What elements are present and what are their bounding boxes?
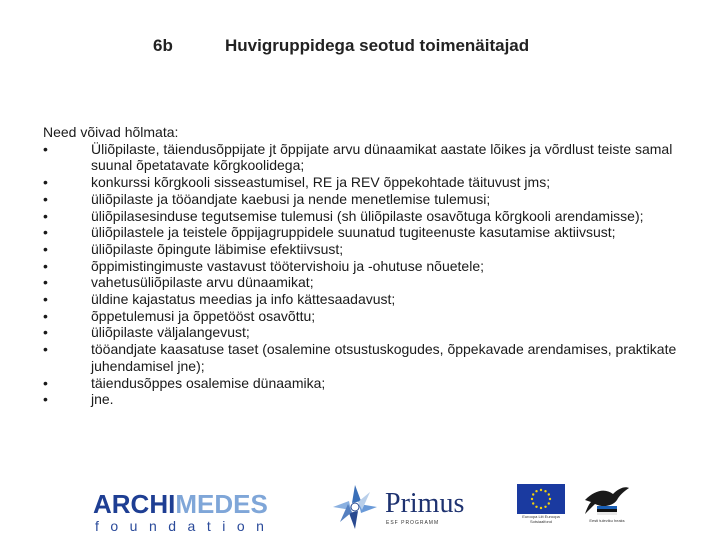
list-item-text: tööandjate kaasatuse taset (osalemine otsustuskogudes, õppekavade arendamises, praktikate juhendamisel jne); [91,341,677,374]
list-item [43,341,683,374]
primus-subtitle: ESF PROGRAMM [386,520,440,526]
list-item-text: üliõpilaste õpingute läbimise efektiivsust; [91,240,344,257]
eu-star [540,507,542,509]
primus-wordmark: Primus [385,488,465,519]
list-item [43,241,683,258]
list-item-text: õppetulemusi ja õppetööst osavõttu; [91,307,316,324]
bullet-marker: • [43,374,48,391]
bullet-marker: • [43,224,48,241]
list-item [43,191,683,208]
list-item [43,208,683,225]
bullet-marker: • [43,174,48,191]
bullet-marker: • [43,324,48,341]
list-item-text: üliõpilaste väljalangevust; [91,324,250,341]
archimedes-word-dark: ARCHI [93,489,176,519]
bullet-marker: • [43,257,48,274]
list-item-text: täiendusõppes osalemise dünaamika; [91,374,326,391]
list-item-text: üldine kajastatus meedias ja info kättesaadavust; [91,291,396,308]
estonia-swallow-icon [583,482,631,518]
list-item [43,324,683,341]
slide-body [43,124,683,408]
list-item [43,274,683,291]
bullet-marker: • [43,140,48,157]
list-item-text: õppimistingimuste vastavust töötervishoiu ja -ohutuse nõuetele; [91,257,484,274]
slide-number: 6b [153,36,173,55]
list-item-text: Üliõpilaste, täiendusõppijate jt õppijate arvu dünaamikat aastate lõikes ja võrdlust teiste samal suunal õpetatavate kõrgkoolidega; [91,140,673,174]
logo-footer [0,478,720,540]
bullet-marker: • [43,207,48,224]
list-item [43,391,683,408]
slide-title: Huvigruppidega seotud toimenäitajad [225,36,530,55]
eu-star [535,506,537,508]
eu-star [535,490,537,492]
eu-star [544,490,546,492]
estonia-caption: Eesti tuleviku heaks [589,518,625,523]
bullet-marker: • [43,240,48,257]
list-item [43,291,683,308]
list-item [43,258,683,275]
eu-star [531,498,533,500]
bullet-marker: • [43,190,48,207]
list-item [43,141,683,174]
list-item [43,224,683,241]
slide-header [0,36,720,66]
archimedes-logo [93,491,275,534]
bullet-marker: • [43,291,48,308]
eu-star [548,502,550,504]
intro-text: Need võivad hõlmata: [43,124,179,140]
eu-flag-icon [517,484,565,514]
archimedes-word-light: MEDES [175,489,268,519]
list-item [43,375,683,392]
eu-star [540,489,542,491]
bullet-marker: • [43,307,48,324]
list-item-text: üliõpilasesinduse tegutsemise tulemusi (sh üliõpilaste osavõtuga kõrgkooli arendamisse); [91,207,644,224]
list-item [43,308,683,325]
eu-caption: Euroopa Liit Euroopa Sotsiaalfond [522,514,560,524]
list-item-text: üliõpilastele ja teistele õppijagruppidele suunatud tugiteenuste kasutamise aktiivsust; [91,224,616,241]
primus-logo-mark [332,482,378,532]
bullet-marker: • [43,341,48,358]
list-item [43,174,683,191]
list-item-text: jne. [91,391,114,408]
list-item-text: üliõpilaste ja tööandjate kaebusi ja nende menetlemise tulemusi; [91,190,491,207]
eu-star [548,493,550,495]
eu-star [532,502,534,504]
archimedes-subtitle: foundation [95,518,276,534]
list-item-text: vahetusüliõpilaste arvu dünaamikat; [91,274,314,291]
bullet-list [43,141,683,408]
eu-star [544,506,546,508]
bullet-marker: • [43,274,48,291]
eu-star [549,498,551,500]
eu-star [532,493,534,495]
list-item-text: konkurssi kõrgkooli sisseastumisel, RE ja REV õppekohtade täituvust jms; [91,174,551,191]
bullet-marker: • [43,391,48,408]
